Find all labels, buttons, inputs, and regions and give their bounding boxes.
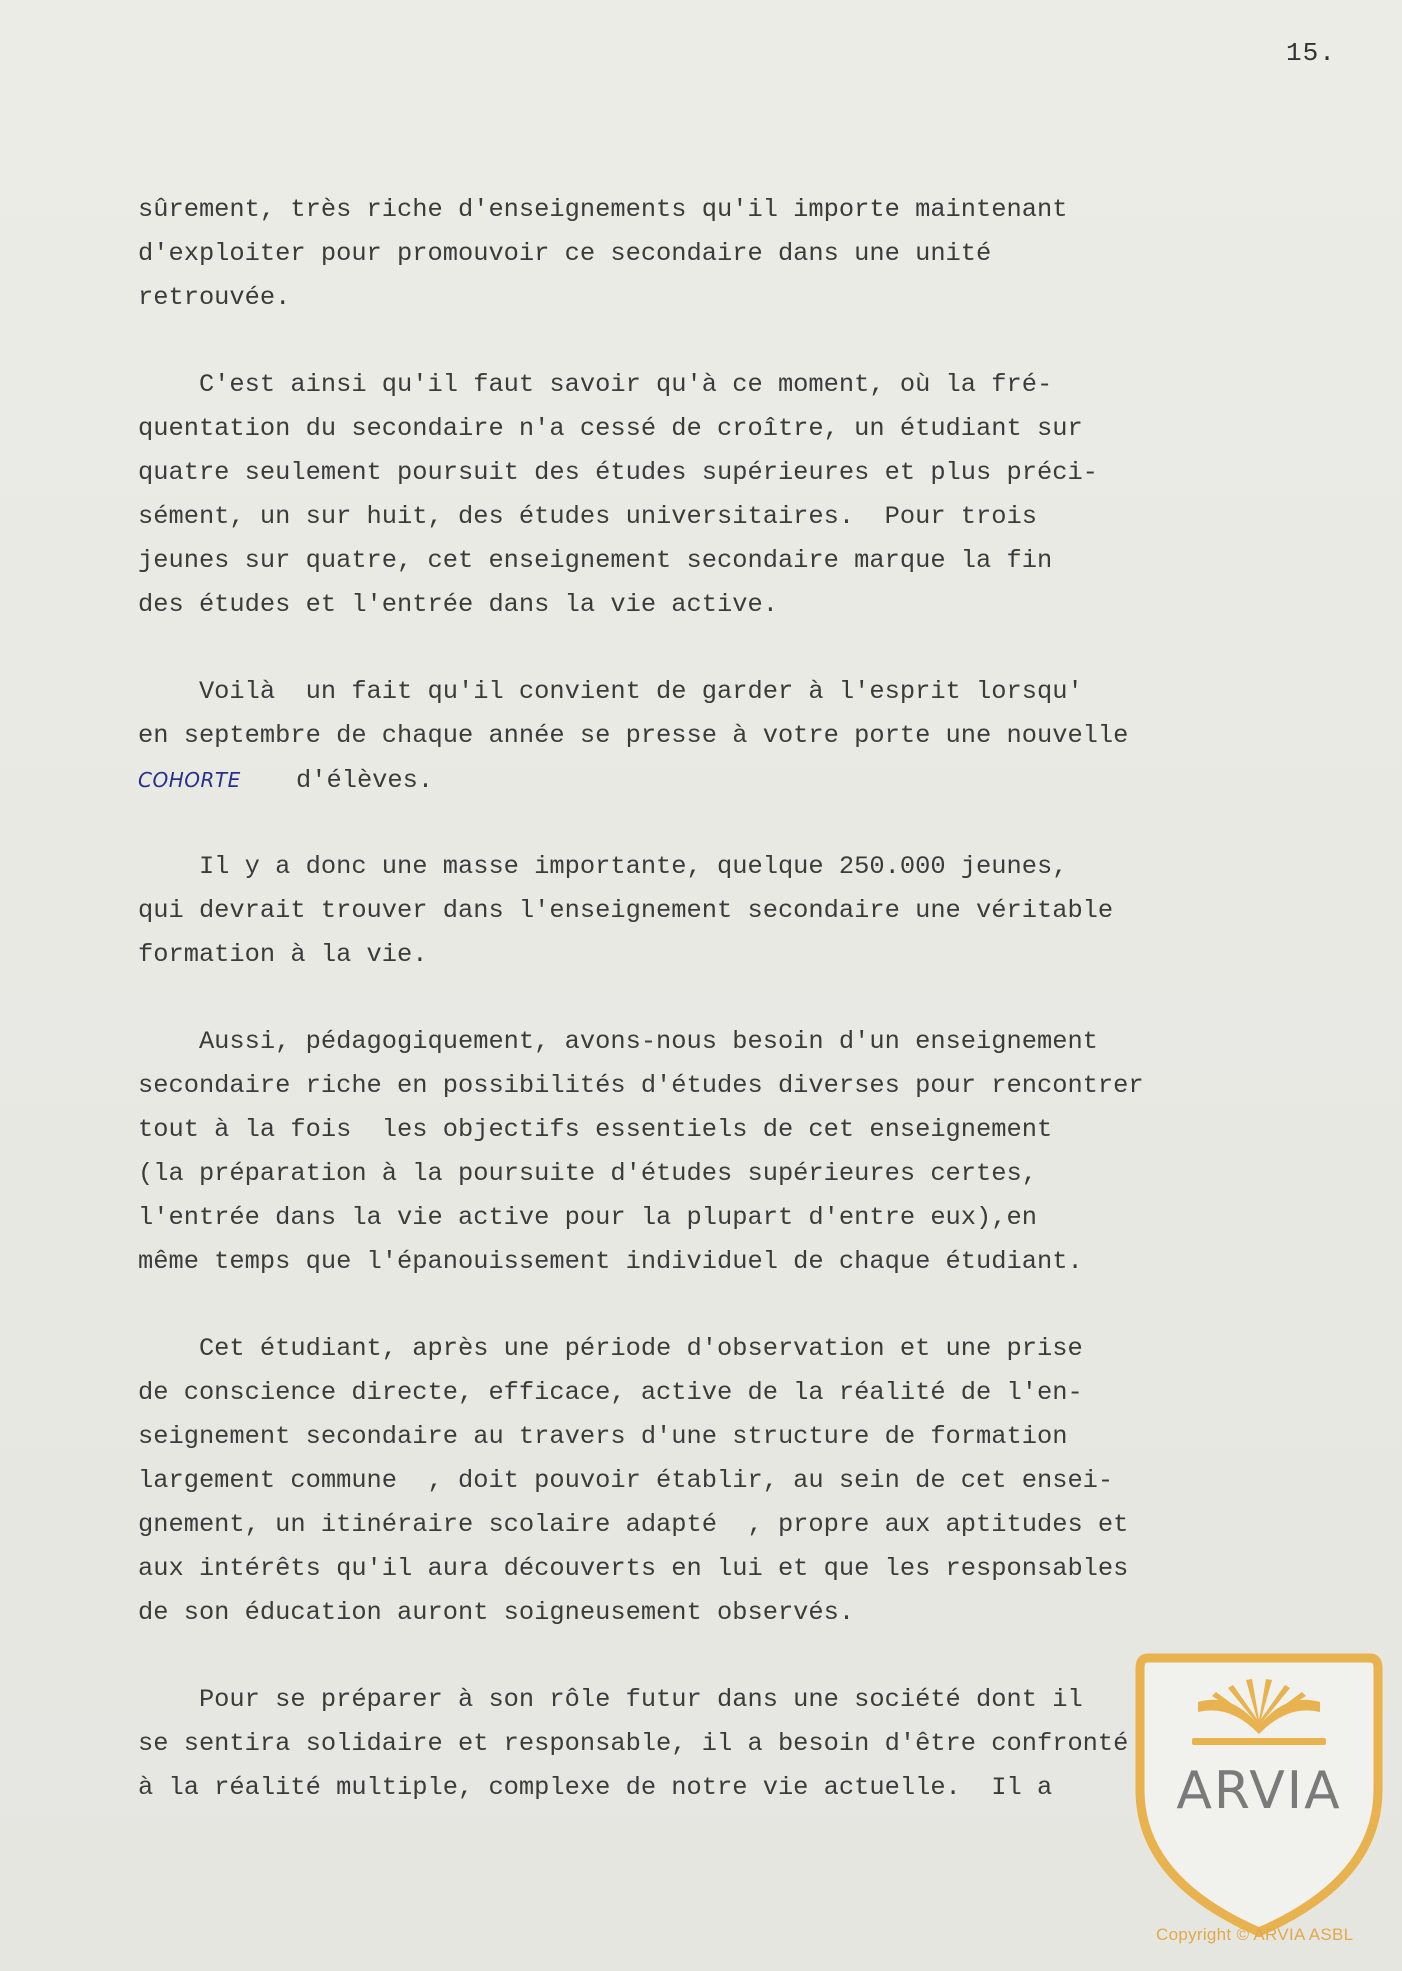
paragraph-4 — [138, 845, 1328, 977]
text-line: tout à la fois les objectifs essentiels de cet enseignement — [138, 1115, 1053, 1144]
text-line: aux intérêts qu'il aura découverts en lui et que les responsables — [138, 1554, 1129, 1583]
text-line: sûrement, très riche d'enseignements qu'il importe maintenant — [138, 195, 1068, 224]
shield-icon — [1128, 1640, 1390, 1940]
text-line: à la réalité multiple, complexe de notre vie actuelle. Il a — [138, 1773, 1053, 1802]
text-line: gnement, un itinéraire scolaire adapté , propre aux aptitudes et — [138, 1510, 1129, 1539]
text-line: sément, un sur huit, des études universitaires. Pour trois — [138, 502, 1037, 531]
paragraph-2 — [138, 363, 1328, 627]
paragraph-3 — [138, 670, 1328, 802]
text-line: d'exploiter pour promouvoir ce secondaire dans une unité — [138, 239, 992, 268]
text-line: des études et l'entrée dans la vie active. — [138, 590, 778, 619]
text-line: même temps que l'épanouissement individuel de chaque étudiant. — [138, 1247, 1083, 1276]
paragraph-1 — [138, 188, 1328, 320]
text-line: Il y a donc une masse importante, quelque 250.000 jeunes, — [138, 852, 1068, 881]
text-line: seignement secondaire au travers d'une structure de formation — [138, 1422, 1068, 1451]
text-line: de conscience directe, efficace, active de la réalité de l'en- — [138, 1378, 1083, 1407]
text-line: jeunes sur quatre, cet enseignement secondaire marque la fin — [138, 546, 1053, 575]
body-text — [138, 188, 1328, 1853]
text-line: secondaire riche en possibilités d'études diverses pour rencontrer — [138, 1071, 1144, 1100]
paragraph-6 — [138, 1327, 1328, 1635]
handwritten-annotation: COHORTE — [138, 768, 241, 792]
text-line: formation à la vie. — [138, 940, 428, 969]
text-line: Voilà un fait qu'il convient de garder à l'esprit lorsqu' — [138, 677, 1083, 706]
text-line: quentation du secondaire n'a cessé de croître, un étudiant sur — [138, 414, 1083, 443]
text-line: retrouvée. — [138, 283, 291, 312]
paragraph-5 — [138, 1020, 1328, 1284]
text-line: Aussi, pédagogiquement, avons-nous besoin d'un enseignement — [138, 1027, 1098, 1056]
text-line: C'est ainsi qu'il faut savoir qu'à ce moment, où la fré- — [138, 370, 1053, 399]
text-fragment: d'élèves. — [296, 766, 434, 795]
arvia-watermark — [1128, 1640, 1390, 1940]
logo-text: ARVIA — [1176, 1761, 1342, 1821]
copyright-notice: Copyright © ARVIA ASBL — [1156, 1925, 1354, 1944]
text-line: se sentira solidaire et responsable, il a besoin d'être confronté — [138, 1729, 1129, 1758]
text-line: de son éducation auront soigneusement observés. — [138, 1598, 855, 1627]
text-line: Pour se préparer à son rôle futur dans une société dont il — [138, 1685, 1083, 1714]
text-line: quatre seulement poursuit des études supérieures et plus préci- — [138, 458, 1098, 487]
text-line: l'entrée dans la vie active pour la plupart d'entre eux),en — [138, 1203, 1037, 1232]
text-line: en septembre de chaque année se presse à votre porte une nouvelle — [138, 721, 1129, 750]
text-line: qui devrait trouver dans l'enseignement secondaire une véritable — [138, 896, 1114, 925]
text-line: largement commune , doit pouvoir établir, au sein de cet ensei- — [138, 1466, 1114, 1495]
text-line: (la préparation à la poursuite d'études supérieures certes, — [138, 1159, 1037, 1188]
text-line-with-annotation — [138, 758, 1328, 802]
text-line: Cet étudiant, après une période d'observation et une prise — [138, 1334, 1083, 1363]
page-number: 15. — [1286, 38, 1336, 68]
